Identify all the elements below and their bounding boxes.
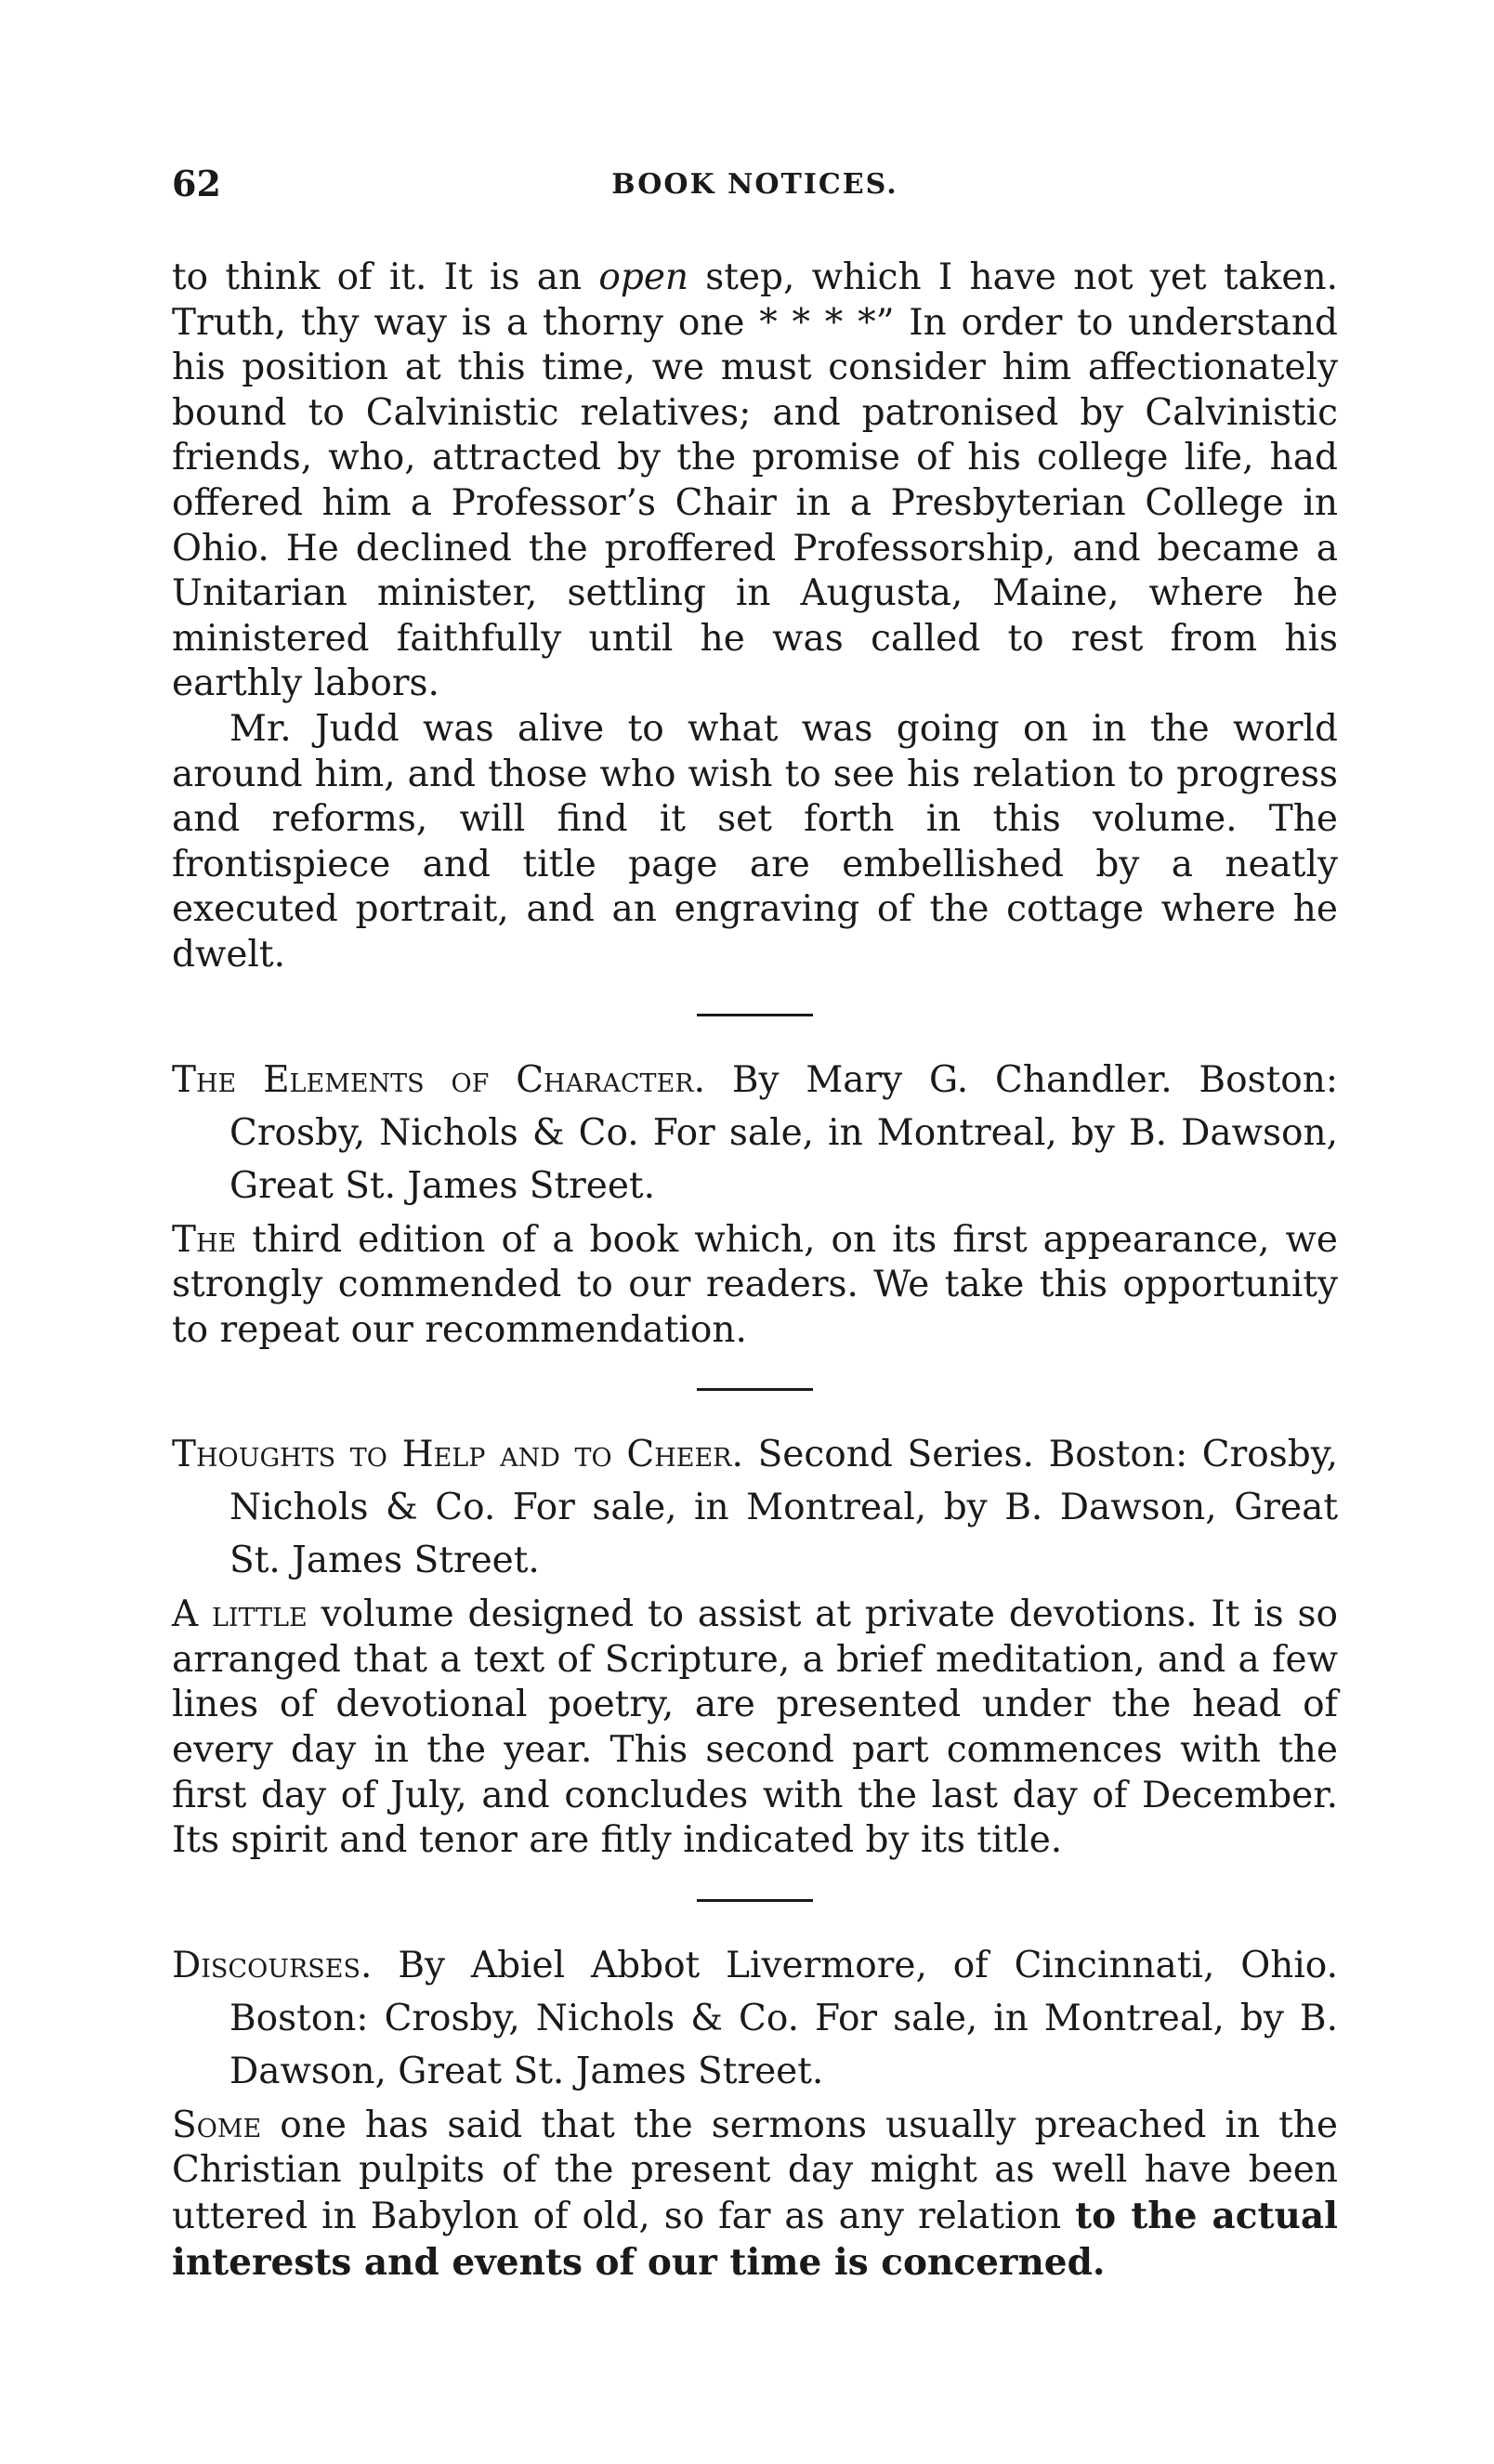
review-text: one has said that the sermons usually preached in the Christian pulpits of the present day might as well have been uttered in Babylon of old, so far as any relation — [172, 2104, 1338, 2238]
intro-paragraph-2: Mr. Judd was alive to what was going on in the world around him, and those who wish to see his relation to progress and reforms, will find it set forth in this volume. The frontispiece and title page are embellished by a neatly executed portrait, and an engraving of the cottage where he dwelt. — [172, 707, 1338, 976]
review-text: volume designed to assist at private devotions. It is so arranged that a text of Scripture, a brief meditation, and a few lines of devotional poetry, are presented under the head of every day in the year. This second part commences with the first day of July, and concludes with the last day of December. Its spirit and tenor are fitly indicated by its title. — [172, 1593, 1338, 1862]
intro-text-b: step, which I have not yet taken. Truth, thy way is a thorny one * * * *” In order to understand his position at this time, we must consider him affectionately bound to Calvinistic relatives; and patronised by Calvinistic friends, who, attracted by the promise of his college life, had offered him a Professor’s Chair in a Presbyterian College in Ohio. He declined the proffered Professorship, and became a Unitarian minister, settling in Augusta, Maine, where he ministered faithfully until he was called to rest from his earthly labors. — [172, 256, 1338, 705]
notice-imprint: By Mary G. Chandler. Boston: Crosby, Nichols & Co. For sale, in Montreal, by B. Dawson, Great St. James Street. — [229, 1058, 1338, 1207]
section-divider — [697, 1899, 813, 1902]
notice-heading-elements-of-character — [172, 1054, 1338, 1212]
intro-paragraph-1 — [172, 256, 1338, 707]
running-head — [172, 163, 1338, 218]
intro-text-a: to think of it. It is an — [172, 256, 599, 298]
intro-italic-word: open — [598, 256, 689, 298]
review-text-bold: to the actual interests and events of our time is concerned. — [172, 2195, 1338, 2284]
notice-review-discourses — [172, 2104, 1338, 2286]
notice-imprint: By Abiel Abbot Livermore, of Cincinnati, Ohio. Boston: Crosby, Nichols & Co. For sale, in Montreal, by B. Dawson, Great St. James Street. — [229, 1944, 1338, 2092]
notice-imprint: Second Series. Boston: Crosby, Nichols & Co. For sale, in Montreal, by B. Dawson, Great St. James Street. — [229, 1434, 1339, 1582]
review-text: third edition of a book which, on its first appearance, we strongly commended to our readers. We take this opportunity to repeat our recommendation. — [172, 1218, 1338, 1351]
section-divider — [697, 1388, 813, 1391]
review-lead: The — [172, 1218, 237, 1261]
notice-title: The Elements of Character. — [172, 1058, 706, 1101]
notice-title: Thoughts to Help and to Cheer. — [172, 1434, 743, 1476]
notice-review-thoughts-to-help — [172, 1592, 1338, 1864]
notice-title: Discourses. — [172, 1944, 373, 1986]
review-lead: A little — [172, 1593, 308, 1636]
book-page — [172, 163, 1338, 2286]
notice-heading-thoughts-to-help — [172, 1428, 1338, 1587]
review-lead: Some — [172, 2104, 262, 2146]
section-divider — [697, 1014, 813, 1016]
notice-heading-discourses — [172, 1939, 1338, 2098]
page-number: 62 — [172, 163, 221, 204]
notice-review-elements-of-character — [172, 1218, 1338, 1354]
running-title: BOOK NOTICES. — [611, 168, 898, 201]
